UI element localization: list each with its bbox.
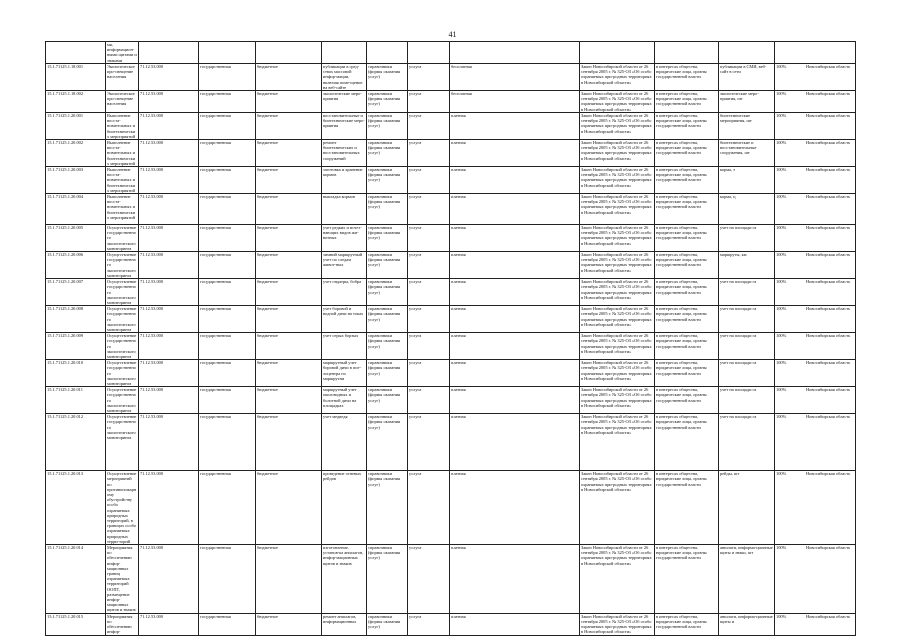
cell-type: услуга	[408, 113, 450, 140]
table-row	[46, 64, 856, 91]
cell-type: услуга	[408, 167, 450, 194]
cell-content: заготовка и хранение кормов	[322, 167, 367, 194]
cell-unit: справочники (формы оказания услуг)	[367, 140, 408, 167]
cell-percent-territory	[775, 613, 856, 635]
table-row	[46, 471, 856, 545]
cell-code: 15.1.71125.1.20.007	[46, 279, 106, 306]
cell-indicator: корма, т	[719, 167, 775, 194]
cell-code: 15.1.71125.1.20.010	[46, 360, 106, 387]
cell-consumers: в интересах общества, юридические лица, органы государственной власти	[655, 414, 719, 471]
cell-unit: справочники (формы оказания услуг)	[367, 194, 408, 225]
cell-percent-territory	[775, 64, 856, 91]
cell-consumers: в интересах общества, юридические лица, органы государственной власти	[655, 194, 719, 225]
cell-okved: 71.12.53.000	[139, 306, 199, 333]
page-number: 41	[448, 30, 457, 39]
cell-financing: бюджетное	[256, 140, 322, 167]
cell-consumers: в интересах общества, юридические лица, органы государственной власти	[655, 167, 719, 194]
cell-content: ремонт биотехнических и восстановительных сооружений	[322, 140, 367, 167]
table-row	[46, 113, 856, 140]
cell-unit: справочники (формы оказания услуг)	[367, 306, 408, 333]
cell-okved: 71.12.53.000	[139, 64, 199, 91]
cell-content: ремонт аншлагов, информационных	[322, 613, 367, 635]
cell-name: Выполнение восста-новительных и биотехнических мероприятий	[106, 140, 139, 167]
cell-financing: бюджетное	[256, 91, 322, 113]
cell-payment: платная	[450, 545, 580, 614]
cell-code: 15.1.71125.1.20.005	[46, 225, 106, 252]
cell-okved: 71.12.53.000	[139, 333, 199, 360]
cell-payment: платная	[450, 333, 580, 360]
cell-payment: платная	[450, 387, 580, 414]
cell-percent-territory	[775, 387, 856, 414]
cell-percent: 100%	[776, 333, 787, 339]
cell-payment: платная	[450, 113, 580, 140]
cell-territory: Новосибирская область	[806, 387, 851, 393]
cell-unit: справочники (формы оказания услуг)	[367, 252, 408, 279]
cell-content: проведение огневых рейдов	[322, 471, 367, 545]
cell-kind: государственная	[199, 167, 256, 194]
cell-percent: 100%	[776, 387, 787, 393]
cell-percent-territory	[775, 91, 856, 113]
cell-kind: государственная	[199, 333, 256, 360]
cell-okved: 71.12.53.000	[139, 113, 199, 140]
cell-percent-territory	[775, 140, 856, 167]
cell-payment: платная	[450, 194, 580, 225]
cell-indicator: биотехнические мероприятия, шт	[719, 113, 775, 140]
cell-payment: платная	[450, 306, 580, 333]
cell-percent: 100%	[776, 471, 787, 477]
cell-law: Закон Новосибирской области от 26 сентября 2005 г. № 325-ОЗ «Об особо охраняемых при-родных территориях в Новосибирской области»	[580, 225, 655, 252]
cell-percent: 100%	[776, 613, 787, 619]
cell-unit: справочники (формы оказания услуг)	[367, 545, 408, 614]
cell-okved: 71.12.53.000	[139, 613, 199, 635]
table-row	[46, 387, 856, 414]
cell-indicator: учет на площади га	[719, 306, 775, 333]
cell-indicator: рейды, шт	[719, 471, 775, 545]
cell-percent: 100%	[776, 64, 787, 69]
cell-code: 15.1.71125.1.18.002	[46, 91, 106, 113]
cell-payment: платная	[450, 613, 580, 635]
cell-code: 15.1.71125.1.20.004	[46, 194, 106, 225]
cell-code: 15.1.71125.1.20.009	[46, 333, 106, 360]
cell-percent: 100%	[776, 545, 787, 551]
cell-name: Экологическое про-свещение населения	[106, 91, 139, 113]
table-row	[46, 613, 856, 635]
cell-consumers: в интересах общества, юридические лица, органы государственной власти	[655, 225, 719, 252]
cell-type: услуга	[408, 306, 450, 333]
cell-kind: государственная	[199, 91, 256, 113]
cell-percent: 100%	[776, 225, 787, 231]
cell-kind: государственная	[199, 360, 256, 387]
cell-territory: Новосибирская область	[806, 194, 851, 200]
cell-percent-territory	[775, 306, 856, 333]
cell-percent: 100%	[776, 113, 787, 119]
cell-content: выкладка кормов	[322, 194, 367, 225]
cell-percent: 100%	[776, 306, 787, 312]
cell-percent-territory	[775, 360, 856, 387]
cell-content: восстановительные и биотехнические меро-приятия	[322, 113, 367, 140]
cell-financing: бюджетное	[256, 252, 322, 279]
cell-kind: государственная	[199, 306, 256, 333]
cell-consumers: в интересах общества, юридические лица, органы государственной власти	[655, 387, 719, 414]
cell-percent-territory	[775, 333, 856, 360]
cell-consumers: в интересах общества, юридические лица, органы государственной власти	[655, 279, 719, 306]
table-row	[46, 167, 856, 194]
cell-type: услуга	[408, 471, 450, 545]
cell-type: услуга	[408, 194, 450, 225]
cell-name: Осуществление государственного экологического мониторинга	[106, 414, 139, 471]
cell-consumers: в интересах общества, юридические лица, органы государственной власти	[655, 471, 719, 545]
cell-name: Мероприятия по обеспечению инфор-мационных границ охраняемых территорий ООПТ, размещение инфор-мационных щитов и знаков	[106, 545, 139, 614]
cell-okved: 71.12.53.000	[139, 225, 199, 252]
cell-okved: 71.12.53.000	[139, 545, 199, 614]
cell-content: зимний маршрутный учет по следам живот-ных	[322, 252, 367, 279]
table-row	[46, 279, 856, 306]
cell-content: публикации в сред-ствах массовой инфор-мации, включая поме-щение на веб-сайте	[322, 64, 367, 91]
cell-okved: 71.12.53.000	[139, 414, 199, 471]
cell-indicator: учет на площади га	[719, 279, 775, 306]
cell-code: 15.1.71125.1.20.013	[46, 471, 106, 545]
cell-consumers: в интересах общества, юридические лица, органы государственной власти	[655, 360, 719, 387]
services-table	[45, 41, 856, 636]
cell-financing: бюджетное	[256, 471, 322, 545]
cell-law: Закон Новосибирской области от 26 сентября 2005 г. № 325-ОЗ «Об особо охраняемых при-родных территориях в Новосибирской области»	[580, 360, 655, 387]
cell-percent: 100%	[776, 360, 787, 366]
table-row	[46, 414, 856, 471]
cell-financing: бюджетное	[256, 414, 322, 471]
cell-territory: Новосибирская область	[806, 333, 851, 339]
cell-territory: Новосибирская область	[806, 64, 851, 69]
cell-territory: Новосибирская область	[806, 414, 851, 420]
cell-financing: бюджетное	[256, 360, 322, 387]
cell-kind: государственная	[199, 613, 256, 635]
cell-type: услуга	[408, 225, 450, 252]
cell-kind: государственная	[199, 387, 256, 414]
cell-payment: платная	[450, 252, 580, 279]
cell-percent-territory	[775, 279, 856, 306]
cell-type: услуга	[408, 140, 450, 167]
cell-consumers: в интересах общества, юридические лица, органы государственной власти	[655, 613, 719, 635]
cell-territory: Новосибирская область	[806, 140, 851, 146]
cell-territory: Новосибирская область	[806, 613, 851, 619]
cell-name: Мероприятия по обеспечению инфор-	[106, 613, 139, 635]
cell-type: услуга	[408, 545, 450, 614]
cell-kind: государственная	[199, 140, 256, 167]
cell-type: услуга	[408, 252, 450, 279]
cell-content: маршрутный учет околоводных и болотной дичи на площадках	[322, 387, 367, 414]
cell-kind: государственная	[199, 113, 256, 140]
cell-type: услуга	[408, 387, 450, 414]
cell-type: услуга	[408, 333, 450, 360]
cell-unit: справочники (формы оказания услуг)	[367, 471, 408, 545]
cell-payment: платная	[450, 471, 580, 545]
cell-name: Осуществление государственного экологического мониторинга	[106, 279, 139, 306]
cell-financing: бюджетное	[256, 279, 322, 306]
cell-content: учет серых борзых	[322, 333, 367, 360]
cell-code: 15.1.71125.1.20.003	[46, 167, 106, 194]
cell-territory: Новосибирская область	[806, 252, 851, 258]
cell-indicator: учет на площади га	[719, 387, 775, 414]
cell-okved: 71.12.53.000	[139, 279, 199, 306]
cell-unit: справочники (формы оказания услуг)	[367, 279, 408, 306]
cell-indicator: учет на площади га	[719, 360, 775, 387]
cell-indicator: публикации в СМИ, веб-сайт в сети	[719, 64, 775, 91]
cell-financing: бюджетное	[256, 113, 322, 140]
cell-percent-territory	[775, 545, 856, 614]
cell-territory: Новосибирская область	[806, 306, 851, 312]
cell-okved: 71.12.53.000	[139, 387, 199, 414]
cell-payment: платная	[450, 167, 580, 194]
cell-code: 15.1.71125.1.20.006	[46, 252, 106, 279]
cell-percent: 100%	[776, 167, 787, 173]
cell-percent: 100%	[776, 140, 787, 146]
cell-territory: Новосибирская область	[806, 167, 851, 173]
cell-code: 15.1.71125.1.20.002	[46, 140, 106, 167]
cell-unit: справочники (формы оказания услуг)	[367, 613, 408, 635]
cell-continuation-name: мя, информацион-ными щитами и знаками	[107, 42, 137, 63]
cell-law: Закон Новосибирской области от 26 сентября 2005 г. № 325-ОЗ «Об особо охраняемых при-родных территориях в Новосибирской области»	[580, 471, 655, 545]
table-row	[46, 306, 856, 333]
cell-okved: 71.12.53.000	[139, 91, 199, 113]
cell-law: Закон Новосибирской области от 26 сентября 2005 г. № 325-ОЗ «Об особо охраняемых при-родных территориях в Новосибирской области»	[580, 545, 655, 614]
cell-territory: Новосибирская область	[806, 545, 851, 551]
cell-indicator: экологические меро-приятия, шт	[719, 91, 775, 113]
cell-law: Закон Новосибирской области от 26 сентября 2005 г. № 325-ОЗ «Об особо охраняемых при-родных территориях в Новосибирской области»	[580, 333, 655, 360]
table-row-continuation	[46, 42, 856, 64]
cell-type: услуга	[408, 279, 450, 306]
cell-type: услуга	[408, 414, 450, 471]
cell-unit: справочники (формы оказания услуг)	[367, 167, 408, 194]
cell-percent-territory	[775, 167, 856, 194]
cell-territory: Новосибирская область	[806, 225, 851, 231]
cell-territory: Новосибирская область	[806, 360, 851, 366]
cell-name: Осуществление государственного экологического мониторинга	[106, 306, 139, 333]
cell-payment: платная	[450, 225, 580, 252]
cell-territory: Новосибирская область	[806, 471, 851, 477]
cell-code: 15.1.71125.1.20.011	[46, 387, 106, 414]
cell-law: Закон Новосибирской области от 26 сентября 2005 г. № 325-ОЗ «Об особо охраняемых при-родных территориях в Новосибирской области»	[580, 140, 655, 167]
cell-unit: справочники (формы оказания услуг)	[367, 414, 408, 471]
cell-financing: бюджетное	[256, 613, 322, 635]
cell-percent-territory	[775, 414, 856, 471]
cell-okved: 71.12.53.000	[139, 252, 199, 279]
table-row	[46, 333, 856, 360]
cell-territory: Новосибирская область	[806, 279, 851, 285]
cell-payment: бесплатная	[450, 91, 580, 113]
cell-financing: бюджетное	[256, 545, 322, 614]
cell-type: услуга	[408, 613, 450, 635]
cell-kind: государственная	[199, 471, 256, 545]
cell-percent: 100%	[776, 91, 787, 97]
cell-name: Выполнение восста-новительных и биотехнических мероприятий	[106, 113, 139, 140]
cell-name: Выполнение восста-новительных и биотехнических мероприятий	[106, 194, 139, 225]
cell-name: Экологическое про-свещение населения	[106, 64, 139, 91]
cell-okved: 71.12.53.000	[139, 140, 199, 167]
table-row	[46, 140, 856, 167]
cell-indicator: учет на площади га	[719, 225, 775, 252]
cell-percent-territory	[775, 225, 856, 252]
cell-indicator: учет на площади га	[719, 414, 775, 471]
cell-consumers: в интересах общества, юридические лица, органы государственной власти	[655, 64, 719, 91]
cell-law: Закон Новосибирской области от 26 сентября 2005 г. № 325-ОЗ «Об особо охраняемых при-родных территориях в Новосибирской области»	[580, 414, 655, 471]
cell-indicator: корма, ц	[719, 194, 775, 225]
cell-content: изготовление, установ-ка аншлагов, инфор-мационных щитов и знаков	[322, 545, 367, 614]
cell-percent-territory	[775, 194, 856, 225]
table-row	[46, 225, 856, 252]
cell-name: Осуществление государственного экологического мониторинга	[106, 387, 139, 414]
cell-name: Выполнение восста-новительных и биотехнических мероприятий	[106, 167, 139, 194]
cell-name: Осуществление государственного экологического мониторинга	[106, 333, 139, 360]
cell-indicator: аншлаги, информа-ционные щиты и знаки, шт	[719, 545, 775, 614]
table-row	[46, 194, 856, 225]
cell-name: Осуществление государственного экологического мониторинга	[106, 225, 139, 252]
cell-consumers: в интересах общества, юридические лица, органы государственной власти	[655, 333, 719, 360]
cell-percent: 100%	[776, 252, 787, 258]
table-row	[46, 252, 856, 279]
cell-financing: бюджетное	[256, 194, 322, 225]
cell-payment: бесплатная	[450, 64, 580, 91]
cell-percent-territory	[775, 471, 856, 545]
cell-unit: справочники (формы оказания услуг)	[367, 333, 408, 360]
cell-law: Закон Новосибирской области от 26 сентября 2005 г. № 325-ОЗ «Об особо охраняемых при-родных территориях в Новосибирской области»	[580, 113, 655, 140]
cell-consumers: в интересах общества, юридические лица, органы государственной власти	[655, 306, 719, 333]
cell-percent: 100%	[776, 279, 787, 285]
cell-unit: справочники (формы оказания услуг)	[367, 225, 408, 252]
cell-law: Закон Новосибирской области от 26 сентября 2005 г. № 325-ОЗ «Об особо охраняемых при-родных территориях в Новосибирской области»	[580, 306, 655, 333]
cell-indicator: учет на площади га	[719, 333, 775, 360]
cell-kind: государственная	[199, 252, 256, 279]
cell-law: Закон Новосибирской области от 26 сентября 2005 г. № 325-ОЗ «Об особо охраняемых при-родных территориях в Новосибирской области»	[580, 252, 655, 279]
cell-percent-territory	[775, 113, 856, 140]
cell-name: Осуществление государственного экологического мониторинга	[106, 252, 139, 279]
cell-kind: государственная	[199, 64, 256, 91]
cell-financing: бюджетное	[256, 333, 322, 360]
cell-payment: платная	[450, 360, 580, 387]
cell-payment: платная	[450, 279, 580, 306]
cell-okved: 71.12.53.000	[139, 360, 199, 387]
cell-type: услуга	[408, 360, 450, 387]
cell-code: 15.1.71125.1.20.008	[46, 306, 106, 333]
cell-law: Закон Новосибирской области от 26 сентября 2005 г. № 325-ОЗ «Об особо охраняемых при-родных территориях в Новосибирской области»	[580, 279, 655, 306]
cell-kind: государственная	[199, 545, 256, 614]
cell-payment: платная	[450, 140, 580, 167]
cell-territory: Новосибирская область	[806, 91, 851, 97]
cell-continuation	[46, 42, 106, 64]
cell-kind: государственная	[199, 225, 256, 252]
cell-okved: 71.12.53.000	[139, 167, 199, 194]
cell-consumers: в интересах общества, юридические лица, органы государственной власти	[655, 113, 719, 140]
cell-type: услуга	[408, 91, 450, 113]
cell-financing: бюджетное	[256, 306, 322, 333]
cell-content: учет ондатры, бобра	[322, 279, 367, 306]
cell-financing: бюджетное	[256, 64, 322, 91]
cell-content: учет редких и исчез-нающих видов жи-вотных	[322, 225, 367, 252]
cell-percent: 100%	[776, 194, 787, 200]
cell-financing: бюджетное	[256, 225, 322, 252]
cell-financing: бюджетное	[256, 167, 322, 194]
cell-territory: Новосибирская область	[806, 113, 851, 119]
cell-type: услуга	[408, 64, 450, 91]
cell-law: Закон Новосибирской области от 26 сентября 2005 г. № 325-ОЗ «Об особо охраняемых при-родных территориях в Новосибирской области»	[580, 167, 655, 194]
cell-consumers: в интересах общества, юридические лица, органы государственной власти	[655, 91, 719, 113]
cell-kind: государственная	[199, 194, 256, 225]
cell-law: Закон Новосибирской области от 26 сентября 2005 г. № 325-ОЗ «Об особо охраняемых при-родных территориях в Новосибирской области»	[580, 387, 655, 414]
cell-unit: справочники (формы оказания услуг)	[367, 113, 408, 140]
cell-law: Закон Новосибирской области от 26 сентября 2005 г. № 325-ОЗ «Об особо охраняемых при-родных территориях в Новосибирской области»	[580, 194, 655, 225]
cell-unit: справочники (формы оказания услуг)	[367, 64, 408, 91]
cell-code: 15.1.71125.1.18.001	[46, 64, 106, 91]
cell-percent: 100%	[776, 414, 787, 420]
cell-content: учет боровой и водной дичи на токах	[322, 306, 367, 333]
cell-okved: 71.12.53.000	[139, 471, 199, 545]
cell-kind: государственная	[199, 279, 256, 306]
cell-percent-territory	[775, 252, 856, 279]
cell-indicator: маршруты, км	[719, 252, 775, 279]
cell-law: Закон Новосибирской области от 26 сентября 2005 г. № 325-ОЗ «Об особо охраняемых при-родных территориях в Новосибирской области»	[580, 91, 655, 113]
cell-law: Закон Новосибирской области от 26 сентября 2005 г. № 325-ОЗ «Об особо охраняемых при-родных территориях в Новосибирской области»	[580, 64, 655, 91]
cell-consumers: в интересах общества, юридические лица, органы государственной власти	[655, 140, 719, 167]
table-row	[46, 91, 856, 113]
cell-law: Закон Новосибирской области от 26 сентября 2005 г. № 325-ОЗ «Об особо охраняемых при-родных территориях в Новосибирской области»	[580, 613, 655, 635]
cell-kind: государственная	[199, 414, 256, 471]
cell-content: учет медведя	[322, 414, 367, 471]
cell-code: 15.1.71125.1.20.015	[46, 613, 106, 635]
cell-okved: 71.12.53.000	[139, 194, 199, 225]
cell-content: маршрутный учет боровой дичи в пое-лоцентра по маршрутам	[322, 360, 367, 387]
table-row	[46, 545, 856, 614]
cell-payment: платная	[450, 414, 580, 471]
cell-indicator: аншлаги, информа-ционные щиты и	[719, 613, 775, 635]
cell-unit: справочники (формы оказания услуг)	[367, 360, 408, 387]
cell-code: 15.1.71125.1.20.012	[46, 414, 106, 471]
cell-unit: справочники (формы оказания услуг)	[367, 91, 408, 113]
cell-code: 15.1.71125.1.20.014	[46, 545, 106, 614]
cell-unit: справочники (формы оказания услуг)	[367, 387, 408, 414]
cell-consumers: в интересах общества, юридические лица, органы государственной власти	[655, 252, 719, 279]
cell-name: Осуществление мероприятий по противопожарному обустройству особо охраняемых природных территорий, в границах особо охраняемых природных терри-торий	[106, 471, 139, 545]
cell-indicator: биотехнические и восстановительные сооружения, шт	[719, 140, 775, 167]
cell-consumers: в интересах общества, юридические лица, органы государственной власти	[655, 545, 719, 614]
cell-name: Осуществление государственного экологического мониторинга	[106, 360, 139, 387]
cell-code: 15.1.71125.1.20.001	[46, 113, 106, 140]
table-row	[46, 360, 856, 387]
cell-content: экологические меро-приятия	[322, 91, 367, 113]
cell-financing: бюджетное	[256, 387, 322, 414]
